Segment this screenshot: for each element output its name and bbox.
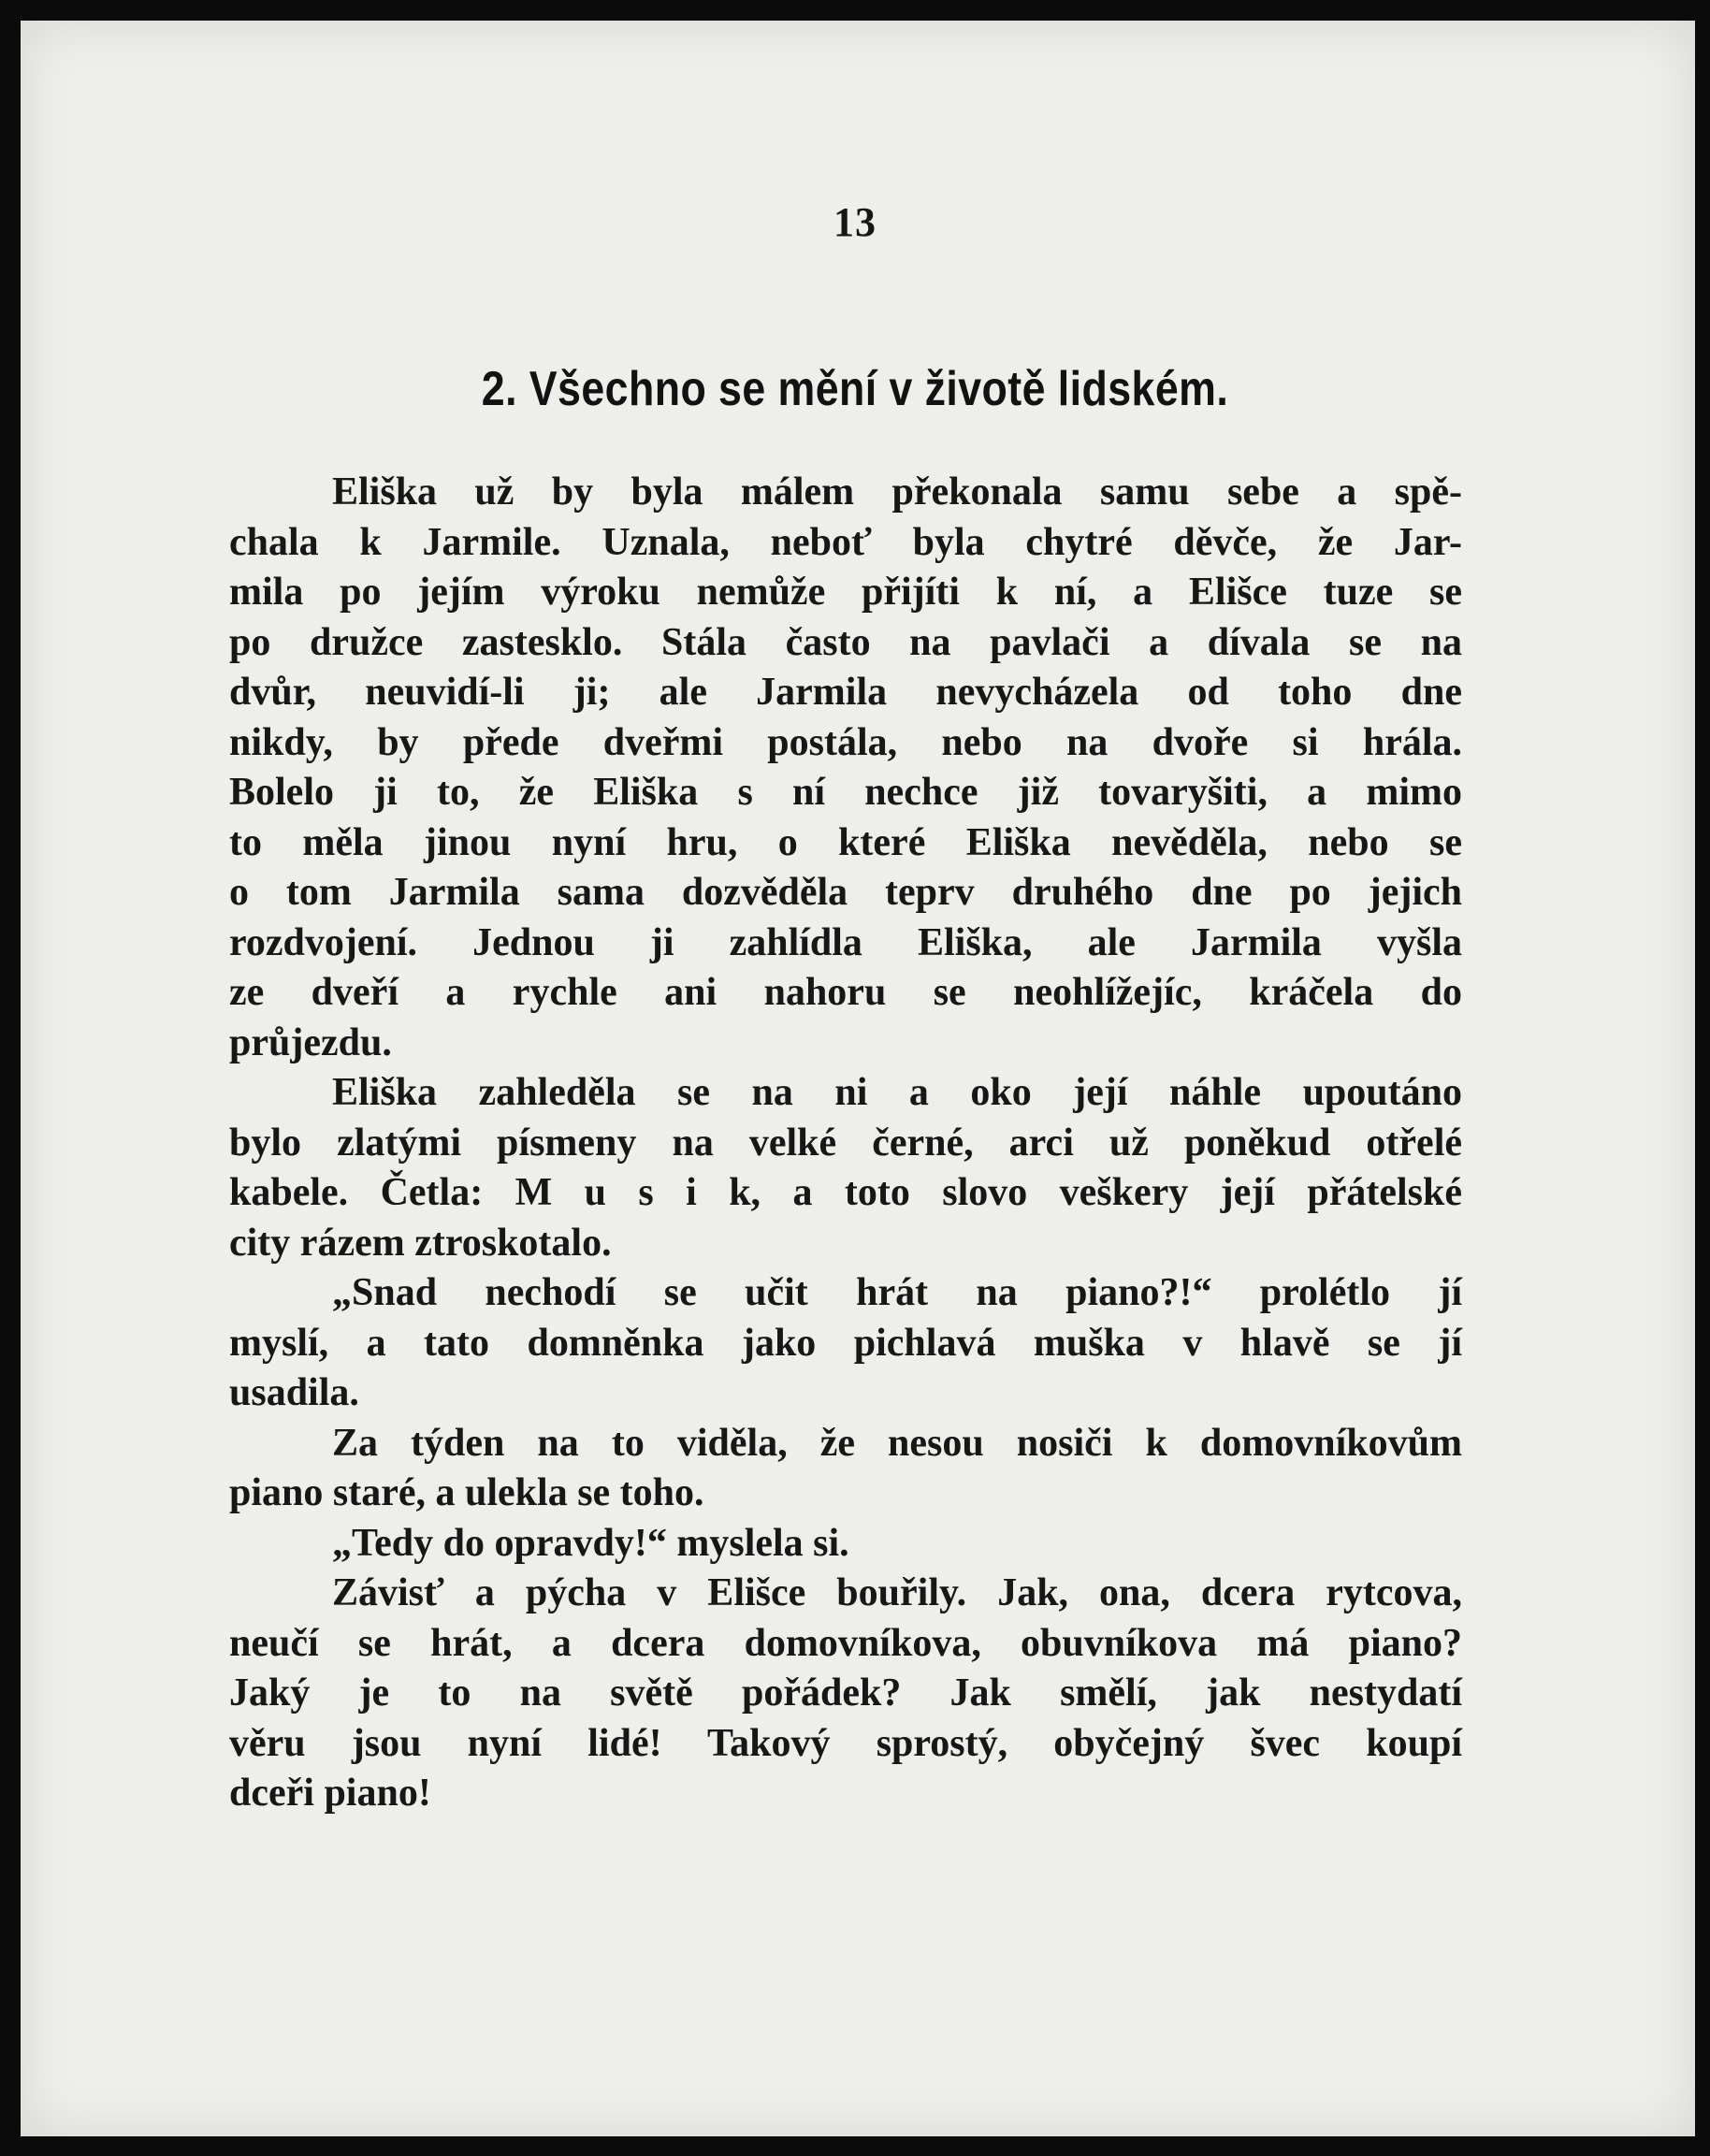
text-line: ze dveří a rychle ani nahoru se neohlížejíc, kráčela do	[229, 971, 1462, 1014]
text-line: Za týden na to viděla, že nesou nosiči k domovníkovům	[332, 1421, 1462, 1465]
text-line: to měla jinou nyní hru, o které Eliška nevěděla, nebo se	[229, 820, 1462, 864]
text-line: Jaký je to na světě pořádek? Jak smělí, jak nestydatí	[229, 1671, 1462, 1715]
text-line: usadila.	[229, 1371, 359, 1414]
text-line: rozdvojení. Jednou ji zahlídla Eliška, ale Jarmila vyšla	[229, 920, 1462, 964]
text-line: nikdy, by přede dveřmi postála, nebo na dvoře si hrála.	[229, 720, 1462, 764]
text-line: Eliška už by byla málem překonala samu sebe a spě-	[332, 470, 1462, 514]
text-line: věru jsou nyní lidé! Takový sprostý, obyčejný švec koupí	[229, 1721, 1462, 1765]
text-line: Závisť a pýcha v Elišce bouřily. Jak, ona, dcera rytcova,	[332, 1571, 1462, 1614]
text-line: „Tedy do opravdy!“ myslela si.	[332, 1521, 849, 1565]
text-line: dceři piano!	[229, 1772, 431, 1815]
text-line: Bolelo ji to, že Eliška s ní nechce již tovaryšiti, a mimo	[229, 771, 1462, 814]
page-number: 13	[833, 199, 877, 245]
body-text	[229, 468, 1462, 1819]
text-line: bylo zlatými písmeny na velké černé, arci už poněkud otřelé	[229, 1121, 1462, 1165]
text-line: „Snad nechodí se učit hrát na piano?!“ prolétlo jí	[332, 1271, 1462, 1314]
text-line: myslí, a tato domněnka jako pichlavá muška v hlavě se jí	[229, 1321, 1462, 1365]
text-line: mila po jejím výroku nemůže přijíti k ní, a Elišce tuze se	[229, 571, 1462, 614]
text-line: průjezdu.	[229, 1020, 392, 1064]
text-line: o tom Jarmila sama dozvěděla teprv druhého dne po jejich	[229, 871, 1462, 914]
text-line: neučí se hrát, a dcera domovníkova, obuvníkova má piano?	[229, 1621, 1462, 1665]
text-line: dvůr, neuvidí-li ji; ale Jarmila nevycházela od toho dne	[229, 671, 1462, 714]
text-line: Eliška zahleděla se na ni a oko její náhle upoutáno	[332, 1071, 1462, 1114]
text-line: city rázem ztroskotalo.	[229, 1221, 612, 1265]
chapter-title: 2. Všechno se mění v životě lidském.	[481, 362, 1229, 416]
text-line: piano staré, a ulekla se toho.	[229, 1471, 704, 1514]
text-line: po družce zastesklo. Stála často na pavlači a dívala se na	[229, 620, 1462, 664]
text-line: kabele. Četla: M u s i k, a toto slovo veškery její přátelské	[229, 1171, 1462, 1214]
text-line: chala k Jarmile. Uznala, neboť byla chytré děvče, že Jar-	[229, 520, 1462, 564]
